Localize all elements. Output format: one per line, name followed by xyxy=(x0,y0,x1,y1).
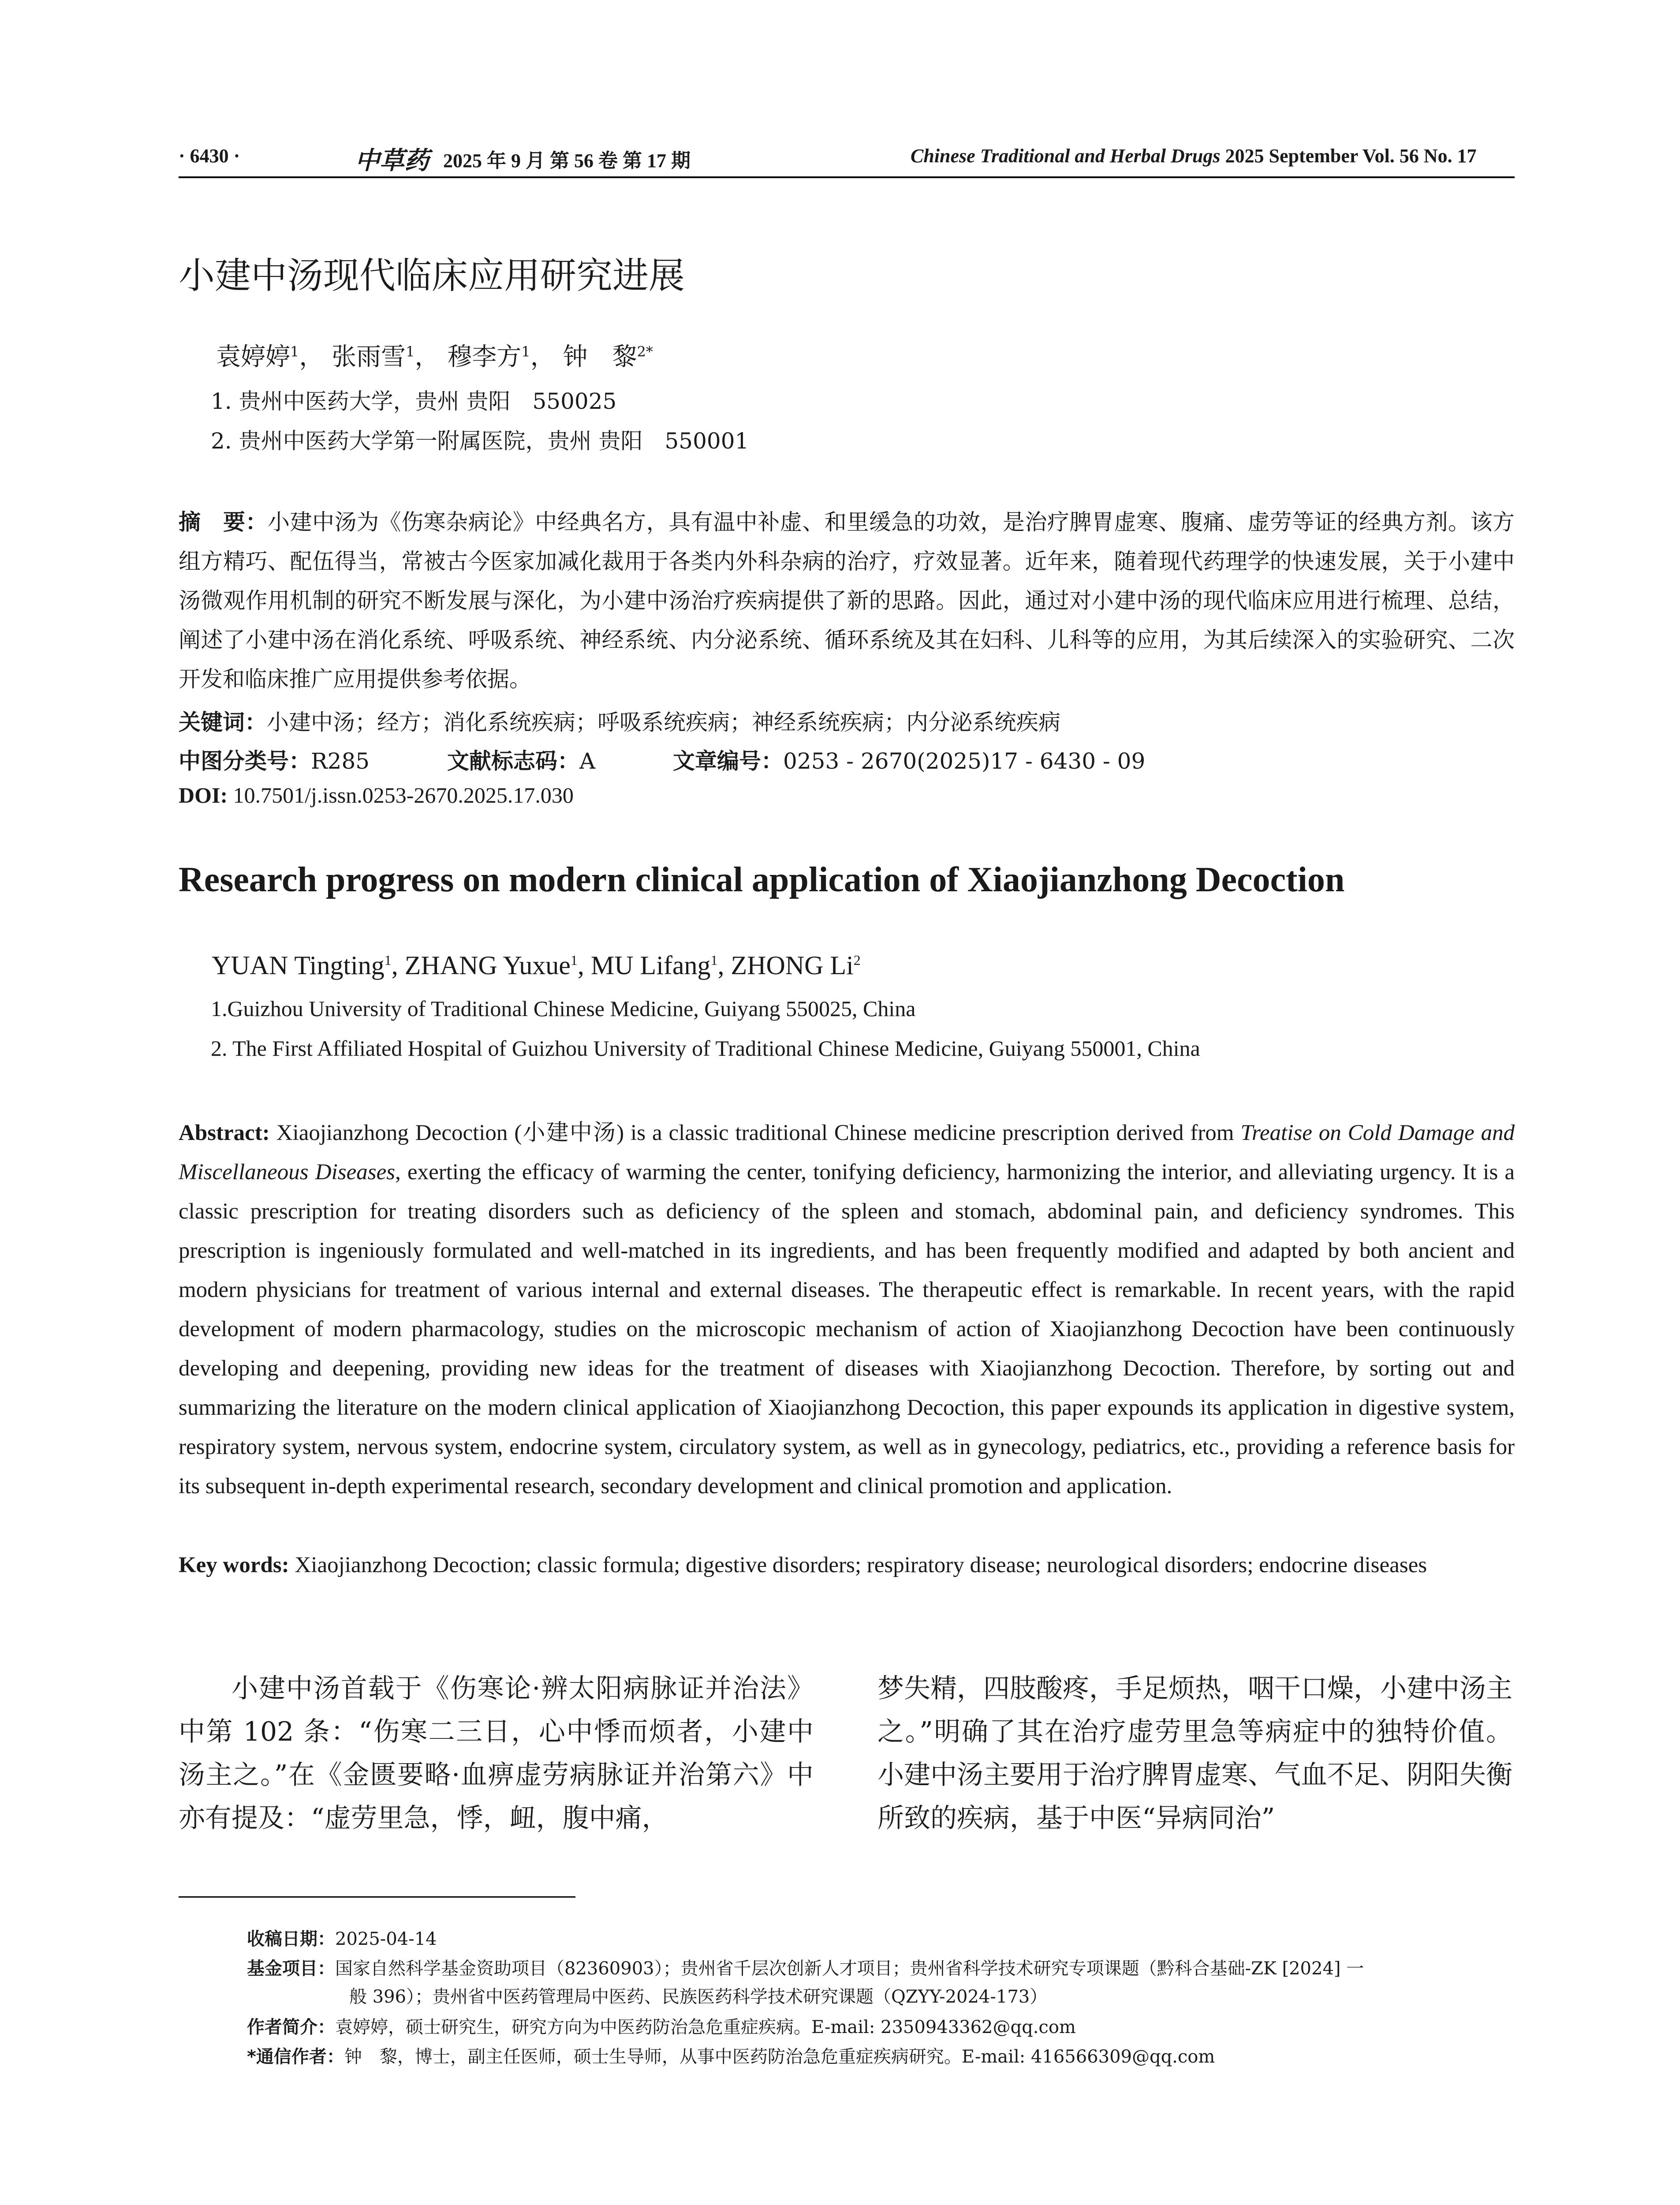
title-cn: 小建中汤现代临床应用研究进展 xyxy=(179,255,685,297)
author-affil-mark: 1 xyxy=(384,952,392,968)
footnote-rule xyxy=(179,1896,575,1898)
affiliation-en-1: 1.Guizhou University of Traditional Chinese Medicine, Guiyang 550025, China xyxy=(211,996,916,1021)
header-rule xyxy=(179,176,1515,178)
article-no-label: 文章编号： xyxy=(673,748,784,774)
keywords-label-en: Key words: xyxy=(179,1553,289,1577)
page-number: · 6430 · xyxy=(179,145,240,167)
author-name: 张雨雪 xyxy=(332,343,406,371)
keywords-text-cn: 小建中汤；经方；消化系统疾病；呼吸系统疾病；神经系统疾病；内分泌系统疾病 xyxy=(267,710,1060,735)
keywords-en xyxy=(179,1546,1515,1585)
author-affil-mark: 1 xyxy=(290,343,299,360)
doi-value[interactable]: 10.7501/j.issn.0253-2670.2025.17.030 xyxy=(233,783,574,807)
clc-value: R285 xyxy=(311,748,370,774)
doi-line xyxy=(179,782,574,808)
author-name: 钟 黎 xyxy=(563,343,637,371)
author-affil-mark: 1 xyxy=(521,343,530,360)
footnote-author xyxy=(247,2013,1517,2041)
affiliation-en-2: 2. The First Affiliated Hospital of Guizhou University of Traditional Chinese Medicine, Guiyang 550001, China xyxy=(211,1036,1200,1061)
received-label: 收稿日期： xyxy=(247,1929,335,1949)
footnote-corresponding xyxy=(247,2043,1517,2071)
abstract-cn xyxy=(179,503,1515,699)
affiliation-cn-2: 2. 贵州中医药大学第一附属医院，贵州 贵阳 550001 xyxy=(211,428,749,454)
abstract-text-cn: 小建中汤为《伤寒杂病论》中经典名方，具有温中补虚、和里缓急的功效，是治疗脾胃虚寒、腹痛、虚劳等证的经典方剂。该方组方精巧、配伍得当，常被古今医家加减化裁用于各类内外科杂病的治疗，疗效显著。近年来，随着现代药理学的快速发展，关于小建中汤微观作用机制的研究不断发展与深化，为小建中汤治疗疾病提供了新的思路。因此，通过对小建中汤的现代临床应用进行梳理、总结，阐述了小建中汤在消化系统、呼吸系统、神经系统、内分泌系统、循环系统及其在妇科、儿科等的应用，为其后续深入的实验研究、二次开发和临床推广应用提供参考依据。 xyxy=(179,509,1515,692)
body-column-right: 梦失精，四肢酸疼，手足烦热，咽干口燥，小建中汤主之。”明确了其在治疗虚劳里急等病症中的独特价值。小建中汤主要用于治疗脾胃虚寒、气血不足、阴阳失衡所致的疾病，基于中医“异病同治” xyxy=(877,1673,1512,1834)
footnote-fund xyxy=(247,1955,1517,2011)
abstract-label-en: Abstract: xyxy=(179,1121,270,1145)
clc-label: 中图分类号： xyxy=(179,748,311,774)
doc-code-label: 文献标志码： xyxy=(447,748,579,774)
corresponding-text: 钟 黎，博士，副主任医师，硕士生导师，从事中医药防治急危重症疾病研究。E-mail: 416566309@qq.com xyxy=(344,2047,1215,2067)
author-affil-mark: 2 xyxy=(853,952,861,968)
author-bio-label: 作者简介： xyxy=(247,2017,335,2037)
author-name: 穆李方 xyxy=(447,343,522,371)
issue-info-en: 2025 September Vol. 56 No. 17 xyxy=(1225,145,1477,167)
footnote-received xyxy=(247,1925,1517,1953)
running-header xyxy=(179,141,1501,181)
author-name: YUAN Tingting xyxy=(212,951,385,980)
abstract-text-en-a: Xiaojianzhong Decoction (小建中汤) is a classic traditional Chinese medicine prescription derived from xyxy=(276,1121,1241,1145)
abstract-label-cn: 摘 要： xyxy=(179,509,268,535)
author-affil-mark: 1 xyxy=(710,952,718,968)
author-name: 袁婷婷 xyxy=(216,343,290,371)
fund-text-1: 国家自然科学基金资助项目（82360903）；贵州省千层次创新人才项目；贵州省科学技术研究专项课题（黔科合基础-ZK [2024] 一 xyxy=(335,1958,1364,1979)
doi-label: DOI: xyxy=(179,783,228,807)
journal-info-en xyxy=(911,145,1476,167)
abstract-text-en-italic: Treatise on Cold Damage and Miscellaneous Diseases xyxy=(179,1121,1515,1185)
received-date: 2025-04-14 xyxy=(335,1929,437,1949)
author-affil-mark: 1 xyxy=(406,343,415,360)
author-bio-text: 袁婷婷，硕士研究生，研究方向为中医药防治急危重症疾病。E-mail: 2350943362@qq.com xyxy=(335,2017,1076,2037)
keywords-text-en: Xiaojianzhong Decoction; classic formula; digestive disorders; respiratory disease; neurological disorders; endocrine diseases xyxy=(295,1553,1427,1577)
authors-cn: 袁婷婷$^1$， 张雨雪$^1$， 穆李方$^1$， 钟 黎$^{2*}$ xyxy=(216,343,653,371)
abstract-en xyxy=(179,1114,1515,1506)
authors-en: YUAN Tingting$^1$, ZHANG Yuxue$^1$, MU Lifang$^1$, ZHONG Li$^2$ xyxy=(212,951,861,980)
classification-line xyxy=(179,744,1145,775)
fund-text-2: 般 396）；贵州省中医药管理局中医药、民族医药科学技术研究课题（QZYY-2024-173） xyxy=(349,1987,1048,2007)
author-affil-mark: 2* xyxy=(637,343,653,360)
doc-code-value: A xyxy=(579,748,596,774)
body-column-left: 小建中汤首载于《伤寒论·辨太阳病脉证并治法》中第 102 条：“伤寒二三日，心中悸而烦者，小建中汤主之。”在《金匮要略·血痹虚劳病脉证并治第六》中亦有提及：“虚劳里急，悸，衄，腹中痛， xyxy=(179,1673,814,1834)
abstract-text-en-b: , exerting the efficacy of warming the center, tonifying deficiency, harmonizing the interior, and alleviating urgency. It is a classic prescription for treating disorders such as deficiency of the spleen and stomach, abdominal pain, and deficiency syndromes. This prescription is ingeniously formulated and well-matched in its ingredients, and has been frequently modified and adapted by both ancient and modern physicians for treatment of various internal and external diseases. The therapeutic effect is remarkable. In recent years, with the rapid development of modern pharmacology, studies on the microscopic mechanism of action of Xiaojianzhong Decoction have been continuously developing and deepening, providing new ideas for the treatment of diseases with Xiaojianzhong Decoction. Therefore, by sorting out and summarizing the literature on the modern clinical application of Xiaojianzhong Decoction, this paper expounds its application in digestive system, respiratory system, nervous system, endocrine system, circulatory system, as well as in gynecology, pediatrics, etc., providing a reference basis for its subsequent in-depth experimental research, secondary development and clinical promotion and application. xyxy=(179,1160,1515,1499)
title-en: Research progress on modern clinical application of Xiaojianzhong Decoction xyxy=(179,860,1345,899)
corresponding-label: *通信作者： xyxy=(247,2047,344,2067)
author-affil-mark: 1 xyxy=(570,952,578,968)
journal-name-en: Chinese Traditional and Herbal Drugs xyxy=(911,145,1221,167)
author-name: ZHONG Li xyxy=(731,951,854,980)
keywords-cn xyxy=(179,705,1060,736)
keywords-label-cn: 关键词： xyxy=(179,710,267,735)
author-name: ZHANG Yuxue xyxy=(404,951,571,980)
issue-info-cn: 2025 年 9 月 第 56 卷 第 17 期 xyxy=(443,150,691,172)
article-no-value: 0253 - 2670(2025)17 - 6430 - 09 xyxy=(783,748,1146,774)
journal-logo-cn: 中草药 xyxy=(355,147,429,175)
fund-label: 基金项目： xyxy=(247,1958,335,1979)
affiliation-cn-1: 1. 贵州中医药大学，贵州 贵阳 550025 xyxy=(211,389,617,414)
author-name: MU Lifang xyxy=(590,951,711,980)
